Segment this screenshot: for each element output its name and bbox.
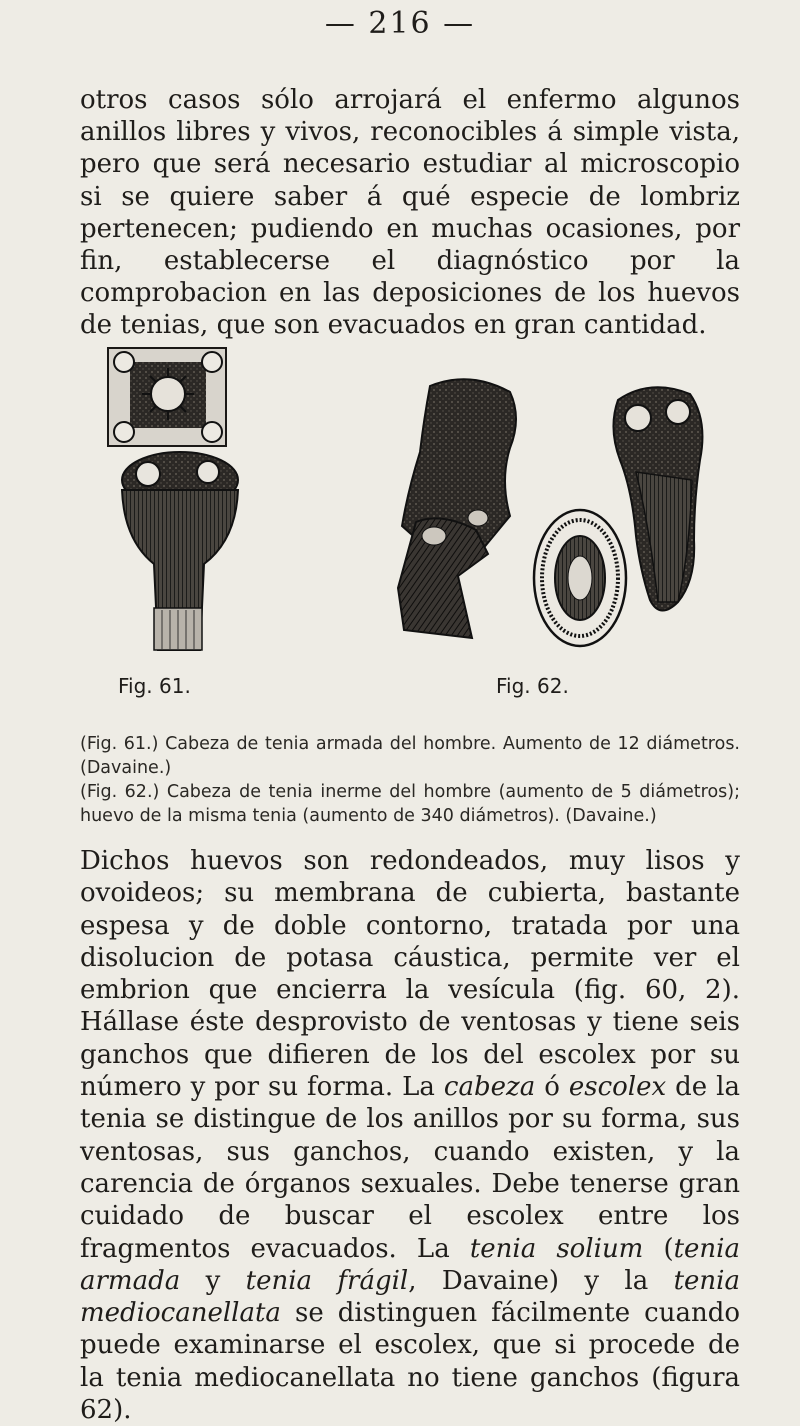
term-tenia-mediocanellata: tenia mediocanellata (80, 1265, 740, 1329)
figure-illustrations (90, 340, 710, 670)
term-tenia-solium: tenia solium (469, 1233, 644, 1264)
fig62-egg-drawing (534, 510, 626, 646)
term-tenia-armada: tenia armada (80, 1233, 740, 1296)
paragraph-3: Dichos huevos son redondeados, muy lisos y ovoideos; su membrana de cubierta, bastante espesa y de doble contorno, tratada por una disolucion de potasa cáustica, permite ver el embrion que encierra la vesícula (fig. 60, 2). Hállase éste desprovisto de ventosas y tiene seis ganchos que difieren de los del escolex por su número y por su forma. La cabeza ó escolex de la tenia se distingue de los anillos por su forma, sus ventosas, sus ganchos, cuando existen, y la carencia de órganos sexuales. Debe tenerse gran cuidado de buscar el escolex entre los fragmentos evacuados. La tenia solium (tenia armada y tenia frágil, Davaine) y la tenia mediocanellata se distinguen fácilmente cuando puede examinarse el escolex, que si procede de la tenia mediocanellata no tiene ganchos (figura 62). (80, 846, 740, 1426)
paragraph-1: otros casos sólo arrojará el enfermo algunos anillos libres y vivos, reconocibles á simple vista, pero que será necesario estudiar al microscopio si se quiere saber á qué especie de lombriz pertenecen; pudiendo en muchas ocasiones, por fin, establecerse el diagnóstico por la comprobacion en las deposiciones de los huevos de tenias, que son evacuados en gran cantidad. (80, 85, 740, 341)
term-tenia-fragil: tenia frágil (245, 1265, 409, 1296)
term-cabeza: cabeza (443, 1072, 536, 1103)
term-escolex: escolex (568, 1072, 667, 1103)
fig62-label: Fig. 62. (496, 674, 569, 698)
fig61-scolex-drawing (108, 348, 238, 650)
fig62-scolex-drawing (398, 379, 516, 638)
caption-fig62: (Fig. 62.) Cabeza de tenia inerme del hombre (aumento de 5 diámetros); huevo de la misma tenia (aumento de 340 diámetros). (Davaine.) (80, 782, 740, 826)
caption-fig61: (Fig. 61.) Cabeza de tenia armada del hombre. Aumento de 12 diámetros. (Davaine.) (80, 734, 740, 778)
page-number: — 216 — (324, 6, 476, 41)
fig61-label: Fig. 61. (118, 674, 191, 698)
